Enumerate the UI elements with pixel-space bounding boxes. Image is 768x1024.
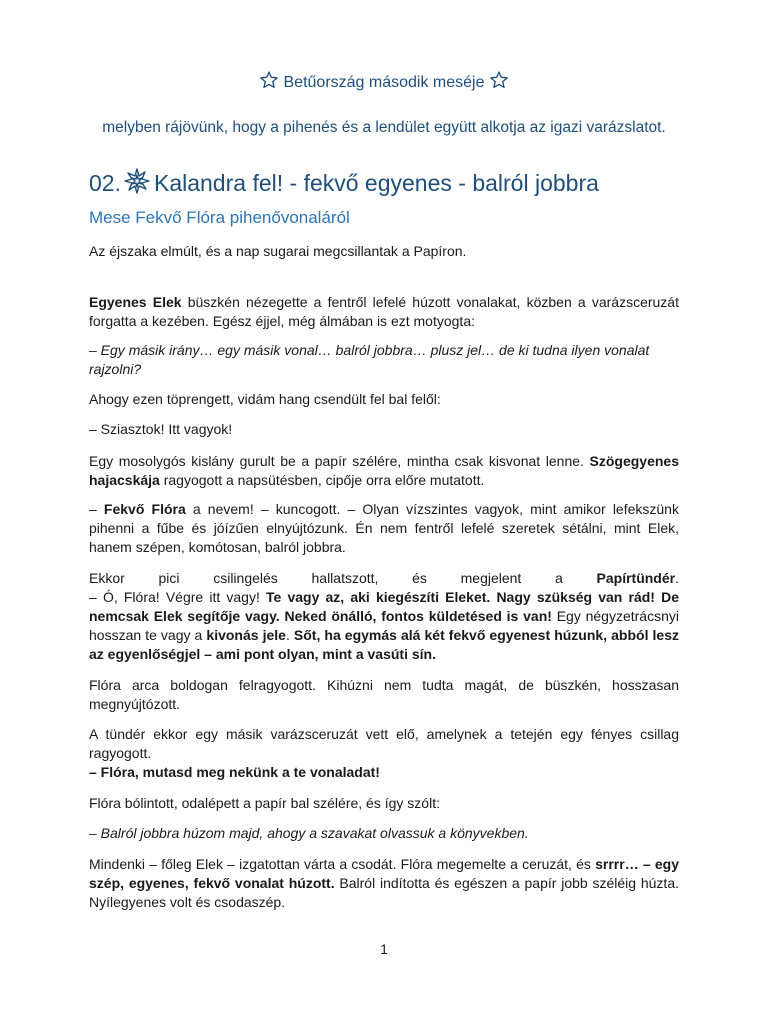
character-name: Papírtündér [596, 570, 676, 586]
paragraph-text: Balról indította és egészen a papír jobb széléig húzta. Nyílegyenes volt és csodaszép. [89, 875, 679, 910]
paragraph-text: büszkén nézegette a fentről lefelé húzott vonalakat, közben a varázsceruzát forgatta a kezében. Egész éjjel, még álmában is ezt motyogta: [89, 294, 679, 329]
paragraph-dialogue: – Egy másik irány… egy másik vonal… balról jobbra… plusz jel… de ki tudna ilyen vonalat rajzolni? [89, 342, 650, 377]
paragraph-text: a nevem! – kuncogott. – Olyan vízszintes vagyok, mint amikor lefekszünk pihenni a fűbe és jóízűen elnyújtózunk. Én nem fentről lefelé szeretek sétálni, mint Elek, hanem szépen, komótosan, balról jobbra. [89, 501, 679, 555]
bold-text: srrrr… – egy szép, egyenes, fekvő vonalat húzott. [89, 856, 679, 891]
bold-text: Te vagy az, aki kiegészíti Eleket. Nagy szükség van rád! De nemcsak Elek segítője vagy. Neked önálló, fontos küldetésed is van! [89, 589, 680, 624]
paragraph-text: – [89, 501, 104, 517]
paragraph-text: – Ó, Flóra! Végre itt vagy! [89, 589, 266, 605]
paragraph: A tündér ekkor egy másik varázsceruzát vett elő, amelynek a tetején egy fényes csillag ragyogott. [89, 726, 679, 761]
sparkle-burst-icon [123, 167, 151, 201]
paragraph-text: . [285, 627, 294, 643]
chapter-heading [89, 167, 679, 201]
paragraph-text: Egy mosolygós kislány gurult be a papír szélére, mintha csak kisvonat lenne. [89, 453, 590, 469]
character-name: Fekvő Flóra [103, 501, 186, 517]
series-title-text: Betűország második meséje [283, 74, 485, 91]
paragraph-line [89, 569, 679, 588]
paragraph: Az éjszaka elmúlt, és a nap sugarai megcsillantak a Papíron. [89, 243, 467, 259]
paragraph-text: . [675, 570, 679, 586]
paragraph: Flóra bólintott, odalépett a papír bal szélére, és így szólt: [89, 795, 440, 811]
page-number: 1 [380, 941, 388, 957]
paragraph-text: Ekkor pici csilingelés hallatszott, és megjelent a [89, 570, 597, 586]
paragraph [89, 293, 679, 331]
paragraph-text: ragyogott a napsütésben, cipője orra előre mutatott. [159, 472, 485, 488]
paragraph-text: Egy négyzetrácsnyi hosszan te vagy a [89, 608, 679, 643]
paragraph [89, 855, 679, 912]
bold-text: – Flóra, mutasd meg nekünk a te vonaladat! [89, 764, 380, 780]
bold-text: kivonás jele [206, 627, 286, 643]
paragraph-text: Mindenki – főleg Elek – izgatottan várta a csodát. Flóra megemelte a ceruzát, és [89, 856, 596, 872]
chapter-number: 02. [89, 170, 121, 196]
star-outline-icon [259, 70, 279, 95]
paragraph-dialogue: – Sziasztok! Itt vagyok! [89, 421, 233, 437]
paragraph: Ahogy ezen töprengett, vidám hang csendült fel bal felől: [89, 391, 441, 407]
paragraph: Flóra arca boldogan felragyogott. Kihúzni nem tudta magát, de büszkén, hosszasan megnyújtózott. [89, 677, 679, 712]
story-series-subtitle: melyben rájövünk, hogy a pihenés és a lendület együtt alkotja az igazi varázslatot. [102, 119, 666, 136]
paragraph-dialogue: – Balról jobbra húzom majd, ahogy a szavakat olvassuk a könyvekben. [89, 825, 529, 841]
bold-text: Sőt, ha egymás alá két fekvő egyenest húzunk, abból lesz az egyenlőségjel – ami pont olyan, mint a vasúti sín. [89, 627, 679, 662]
chapter-title: Kalandra fel! - fekvő egyenes - balról jobbra [153, 170, 599, 196]
star-outline-icon [489, 70, 509, 95]
paragraph-dialogue [89, 763, 679, 782]
story-series-title [89, 70, 679, 95]
chapter-subtitle: Mese Fekvő Flóra pihenővonaláról [89, 208, 350, 227]
character-name: Egyenes Elek [89, 294, 182, 310]
paragraph [89, 500, 679, 557]
paragraph [89, 452, 679, 490]
paragraph [89, 588, 679, 664]
bold-text: Szögegyenes hajacskája [89, 453, 679, 488]
